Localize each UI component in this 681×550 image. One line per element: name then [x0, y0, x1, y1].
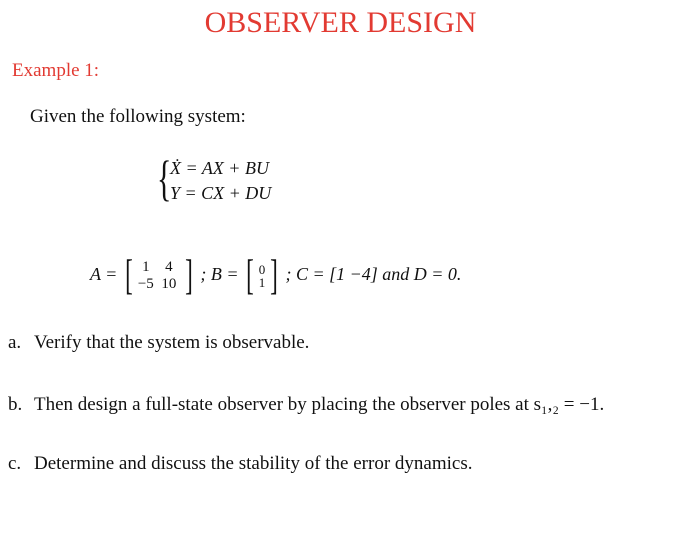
output-equation: Y = CX + DU	[170, 183, 272, 203]
matrix-b-label: ; B =	[200, 264, 239, 285]
question-label: c.	[8, 453, 22, 474]
question-text: Determine and discuss the stability of the error dynamics.	[34, 453, 473, 474]
matrix-a-cell: 1	[142, 259, 150, 275]
state-equation: Ẋ = AX + BU	[170, 158, 269, 178]
question-b	[8, 394, 604, 416]
question-a	[8, 332, 309, 354]
matrix-a-cell: −5	[137, 276, 154, 292]
matrix-a-cell: 4	[165, 259, 173, 275]
page-title: OBSERVER DESIGN	[204, 6, 477, 39]
matrix-b: [ 0 1 ]	[246, 253, 278, 299]
question-label: a.	[8, 332, 22, 353]
question-text: Verify that the system is observable.	[34, 332, 310, 353]
matrix-c-d-definition: ; C = [1 −4] and D = 0.	[285, 264, 462, 285]
matrix-a-cell: 10	[161, 276, 177, 292]
question-text: Then design a full-state observer by placing the observer poles at s₁,₂ = −1.	[34, 394, 605, 415]
matrix-definitions	[90, 255, 461, 297]
matrix-b-cell: 1	[258, 275, 266, 290]
question-c	[8, 453, 472, 475]
matrix-b-cell: 0	[258, 262, 266, 277]
matrix-a: [ 1 4 −5 10 ]	[124, 253, 193, 299]
matrix-a-label: A =	[90, 264, 118, 285]
given-text: Given the following system:	[30, 106, 246, 127]
question-label: b.	[8, 394, 23, 415]
system-equations	[157, 150, 317, 208]
left-brace: {	[157, 150, 172, 206]
example-label: Example 1:	[12, 60, 100, 81]
